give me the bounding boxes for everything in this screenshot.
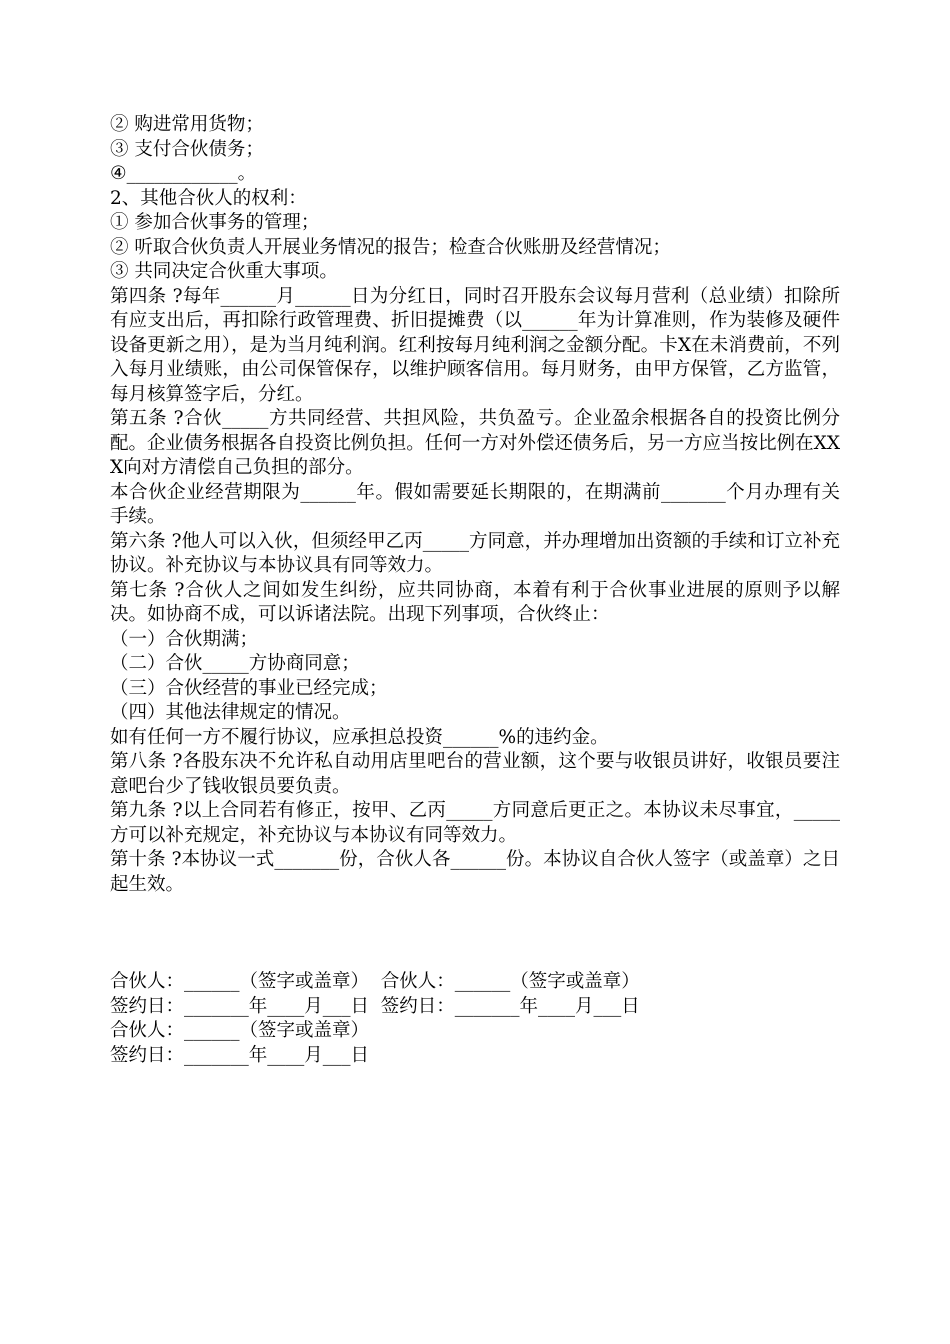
signature-date-line-3: 签约日：_______年____月___日 <box>110 1044 370 1066</box>
termination-item-4: （四）其他法律规定的情况。 <box>110 702 351 723</box>
power-item-2: ② 购进常用货物； <box>110 114 264 135</box>
termination-item-3: （三）合伙经营的事业已经完成； <box>110 677 388 699</box>
article-9: 第九条 ?以上合同若有修正，按甲、乙丙_____方同意后更正之。本协议未尽事宜，_____方可以补充规定，补充协议与本协议有同等效力。 <box>110 800 840 846</box>
document-body <box>110 113 840 1068</box>
signature-spacer <box>110 897 840 970</box>
article-8: 第八条 ?各股东决不允许私自动用店里吧台的营业额，这个要与收银员讲好，收银员要注意吧台少了钱收银员要负责。 <box>110 751 840 797</box>
power-item-4: ④____________。 <box>110 163 257 184</box>
term-clause: 本合伙企业经营期限为______年。假如需要延长期限的，在期满前_______个月办理有关手续。 <box>110 481 840 527</box>
penalty-clause: 如有任何一方不履行协议，应承担总投资______%的违约金。 <box>110 726 609 748</box>
signature-line-partner-3: 合伙人：______（签字或盖章） <box>110 1020 370 1041</box>
signature-date-line-1-2: 签约日：_______年____月___日 签约日：_______年____月___日 <box>110 995 640 1017</box>
rights-item-2: ② 听取合伙负责人开展业务情况的报告；检查合伙账册及经营情况； <box>110 236 671 258</box>
termination-item-1: （一）合伙期满； <box>110 628 259 650</box>
rights-item-1: ① 参加合伙事务的管理； <box>110 212 320 233</box>
termination-item-2: （二）合伙_____方协商同意； <box>110 653 360 674</box>
rights-item-3: ③ 共同决定合伙重大事项。 <box>110 261 338 282</box>
section-heading-partner-rights: 2、其他合伙人的权利： <box>110 187 307 209</box>
article-10: 第十条 ?本协议一式_______份，合伙人各______份。本协议自合伙人签字（或盖章）之日起生效。 <box>110 849 840 895</box>
article-6: 第六条 ?他人可以入伙，但须经甲乙丙_____方同意，并办理增加出资额的手续和订立补充协议。补充协议与本协议具有同等效力。 <box>110 530 840 576</box>
signature-line-partners-1-2: 合伙人：______（签字或盖章） 合伙人：______（签字或盖章） <box>110 971 640 992</box>
power-item-3: ③ 支付合伙债务； <box>110 138 264 160</box>
article-5: 第五条 ?合伙_____方共同经营、共担风险，共负盈亏。企业盈余根据各自的投资比例分配。企业债务根据各自投资比例负担。任何一方对外偿还债务后，另一方应当按比例在XXX向对方清偿自己负担的部分。 <box>110 408 840 478</box>
article-7: 第七条 ?合伙人之间如发生纠纷，应共同协商，本着有利于合伙事业进展的原则予以解决。如协商不成，可以诉诸法院。出现下列事项，合伙终止： <box>110 579 840 625</box>
article-4: 第四条 ?每年______月______日为分红日，同时召开股东会议每月营利（总业绩）扣除所有应支出后，再扣除行政管理费、折旧提摊费（以______年为计算准则，作为装修及硬件设备更新之用），是为当月纯利润。红利按每月纯利润之金额分配。卡X在未消费前，不列入每月业绩账，由公司保管保存，以维护顾客信用。每月财务，由甲方保管，乙方监管，每月核算签字后，分红。 <box>110 285 840 405</box>
